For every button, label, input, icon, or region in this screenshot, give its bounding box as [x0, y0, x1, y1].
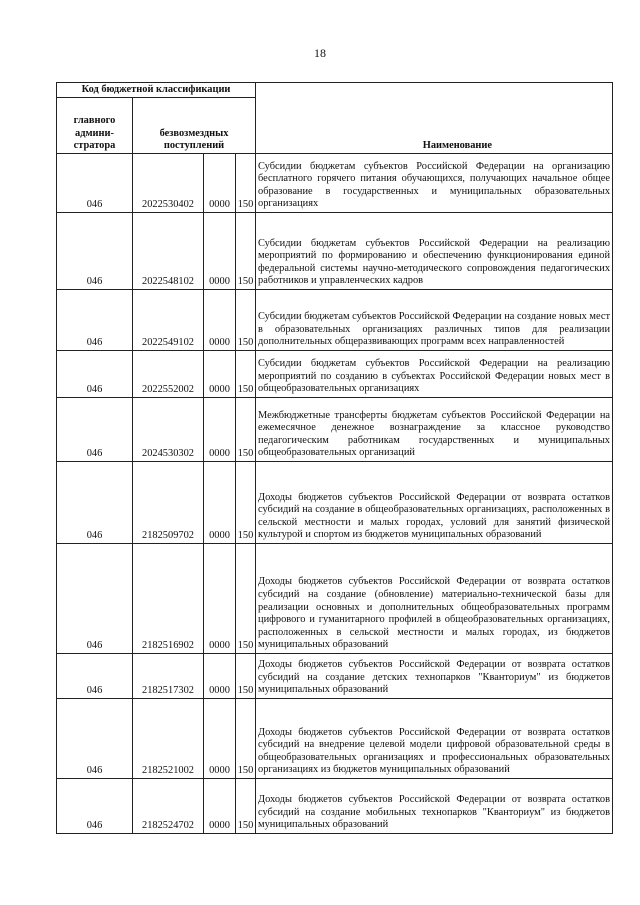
admin-code: 046: [57, 290, 133, 351]
receipt-code: 2182509702: [133, 462, 204, 544]
admin-code: 046: [57, 654, 133, 699]
table-row: [57, 154, 613, 213]
program-code: 0000: [204, 462, 236, 544]
kind-code: 150: [236, 290, 256, 351]
admin-code: 046: [57, 544, 133, 654]
table-row: [57, 290, 613, 351]
admin-code: 046: [57, 398, 133, 462]
receipt-code: 2022552002: [133, 351, 204, 398]
receipt-code: 2022548102: [133, 213, 204, 290]
kind-code: 150: [236, 544, 256, 654]
program-code: 0000: [204, 398, 236, 462]
kind-code: 150: [236, 398, 256, 462]
revenue-name: Доходы бюджетов субъектов Российской Федерации от возврата остатков субсидий на создание (обновление) материально-технической базы для реализации основных и дополнительных общеобразовательных программ цифрового и гуманитарного профилей в общеобразовательных организациях, расположенных в сельской местности и малых городах, из бюджетов муниципальных образований: [256, 544, 613, 654]
admin-code: 046: [57, 699, 133, 779]
table-row: [57, 462, 613, 544]
revenue-name: Доходы бюджетов субъектов Российской Федерации от возврата остатков субсидий на создание в общеобразовательных организациях, расположенных в сельской местности и малых городах, условий для занятий физической культурой и спортом из бюджетов муниципальных образований: [256, 462, 613, 544]
kind-code: 150: [236, 462, 256, 544]
page-number: 18: [314, 46, 326, 60]
revenue-name: Межбюджетные трансферты бюджетам субъектов Российской Федерации на ежемесячное денежное вознаграждение за классное руководство педагогическим работникам государственных и муниципальных общеобразовательных организаций: [256, 398, 613, 462]
admin-code: 046: [57, 779, 133, 834]
program-code: 0000: [204, 699, 236, 779]
program-code: 0000: [204, 290, 236, 351]
admin-code: 046: [57, 154, 133, 213]
revenue-name: Доходы бюджетов субъектов Российской Федерации от возврата остатков субсидий на внедрение целевой модели цифровой образовательной среды в общеобразовательных организациях и профессиональных образовательных организациях из бюджетов муниципальных образований: [256, 699, 613, 779]
program-code: 0000: [204, 213, 236, 290]
receipt-code: 2182516902: [133, 544, 204, 654]
revenue-name: Субсидии бюджетам субъектов Российской Федерации на реализацию мероприятий по созданию в субъектах Российской Федерации новых мест в общеобразовательных организациях: [256, 351, 613, 398]
kind-code: 150: [236, 213, 256, 290]
program-code: 0000: [204, 654, 236, 699]
header-gratuitous-receipts: безвозмездных поступлений: [133, 98, 256, 154]
table-row: [57, 544, 613, 654]
header-name: Наименование: [256, 83, 613, 154]
admin-code: 046: [57, 462, 133, 544]
admin-code: 046: [57, 213, 133, 290]
table-row: [57, 398, 613, 462]
budget-classification-table: [56, 82, 613, 834]
revenue-name: Субсидии бюджетам субъектов Российской Федерации на создание новых мест в образовательных организациях различных типов для реализации дополнительных общеразвивающих программ всех направленностей: [256, 290, 613, 351]
kind-code: 150: [236, 779, 256, 834]
program-code: 0000: [204, 351, 236, 398]
receipt-code: 2022530402: [133, 154, 204, 213]
header-budget-classification: Код бюджетной классификации: [57, 83, 256, 98]
revenue-name: Субсидии бюджетам субъектов Российской Федерации на организацию бесплатного горячего питания обучающихся, получающих начальное общее образование в государственных и муниципальных образовательных организациях: [256, 154, 613, 213]
program-code: 0000: [204, 544, 236, 654]
receipt-code: 2182517302: [133, 654, 204, 699]
revenue-name: Субсидии бюджетам субъектов Российской Федерации на реализацию мероприятий по формированию и обеспечению функционирования единой федеральной системы научно-методического сопровождения педагогических работников и управленческих кадров: [256, 213, 613, 290]
receipt-code: 2182524702: [133, 779, 204, 834]
table-row: [57, 351, 613, 398]
program-code: 0000: [204, 779, 236, 834]
revenue-name: Доходы бюджетов субъектов Российской Федерации от возврата остатков субсидий на создание детских технопарков "Кванториум" из бюджетов муниципальных образований: [256, 654, 613, 699]
revenue-name: Доходы бюджетов субъектов Российской Федерации от возврата остатков субсидий на создание мобильных технопарков "Кванториум" из бюджетов муниципальных образований: [256, 779, 613, 834]
table-row: [57, 654, 613, 699]
kind-code: 150: [236, 654, 256, 699]
kind-code: 150: [236, 351, 256, 398]
program-code: 0000: [204, 154, 236, 213]
receipt-code: 2022549102: [133, 290, 204, 351]
header-chief-administrator: главного админи-стратора: [57, 98, 133, 154]
table-row: [57, 699, 613, 779]
table-row: [57, 779, 613, 834]
kind-code: 150: [236, 154, 256, 213]
table-row: [57, 213, 613, 290]
admin-code: 046: [57, 351, 133, 398]
receipt-code: 2182521002: [133, 699, 204, 779]
kind-code: 150: [236, 699, 256, 779]
receipt-code: 2024530302: [133, 398, 204, 462]
